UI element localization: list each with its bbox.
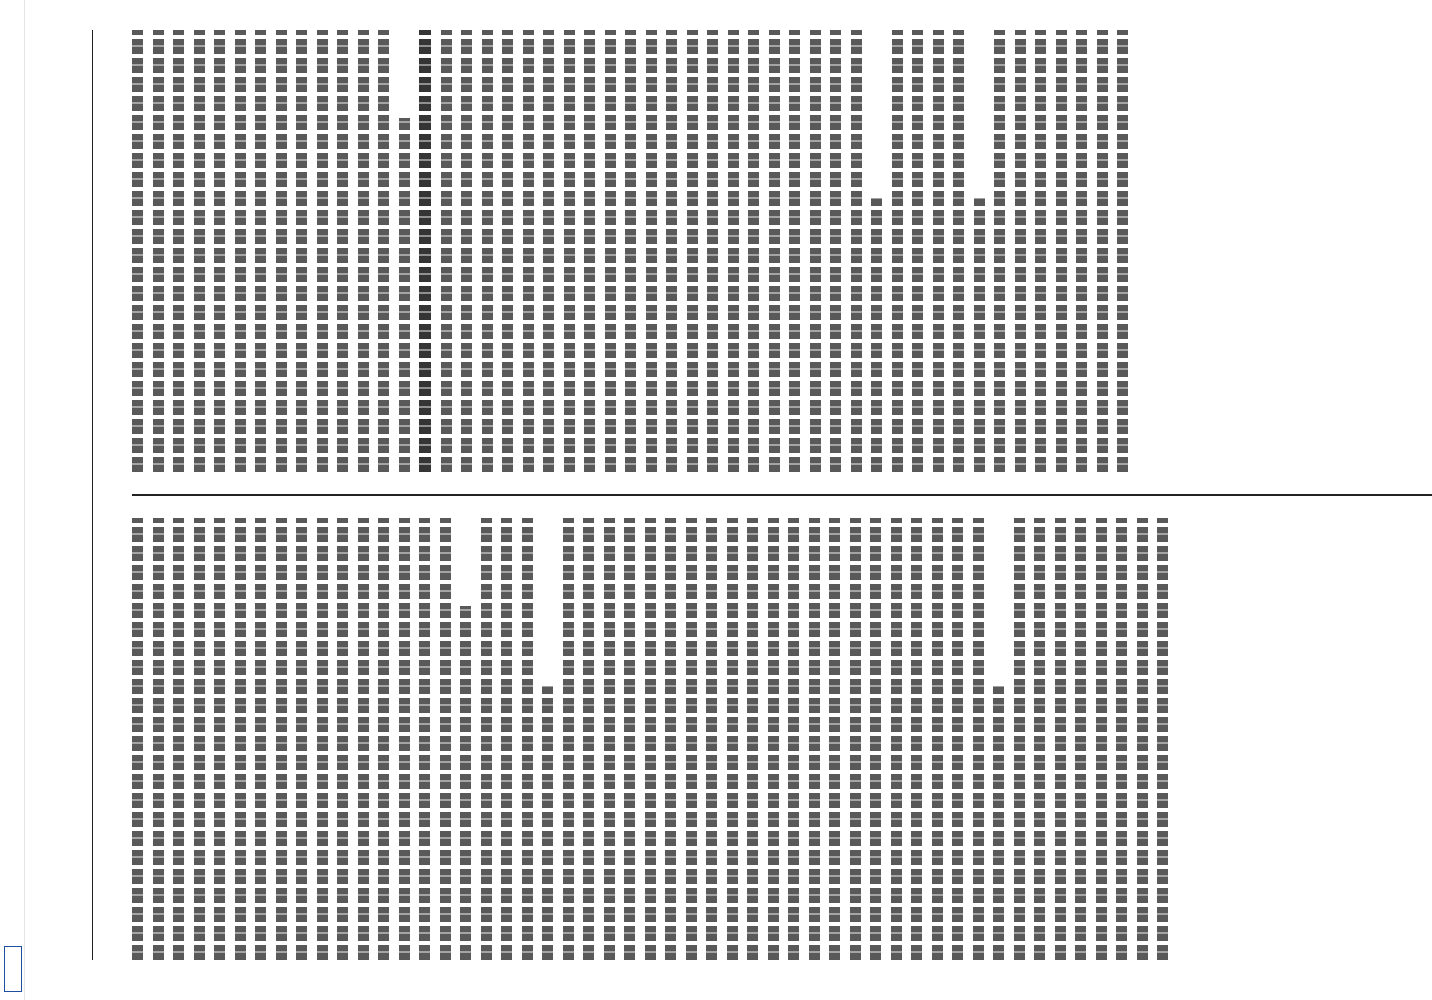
text-line: [214, 30, 225, 472]
text-columns: [132, 30, 1432, 960]
text-line: [665, 518, 676, 960]
text-line: [810, 30, 821, 472]
text-line: [419, 518, 430, 960]
text-line: [891, 518, 902, 960]
text-line: [645, 518, 656, 960]
text-line: [1157, 518, 1168, 960]
text-line: [1097, 30, 1108, 472]
text-line: [1034, 518, 1045, 960]
text-line: [973, 518, 984, 960]
text-line: [974, 198, 985, 472]
text-line: [1137, 518, 1148, 960]
text-line: [707, 30, 718, 472]
text-line: [911, 518, 922, 960]
text-line: [235, 518, 246, 960]
text-line: [255, 30, 266, 472]
text-line: [132, 518, 143, 960]
text-line: [686, 518, 697, 960]
text-line: [153, 30, 164, 472]
text-line: [296, 30, 307, 472]
text-line: [440, 518, 451, 960]
text-line: [830, 30, 841, 472]
text-line: [1076, 30, 1087, 472]
text-line: [378, 30, 389, 472]
text-line: [543, 30, 554, 472]
text-line: [829, 518, 840, 960]
text-line: [871, 198, 882, 472]
text-line: [789, 30, 800, 472]
text-line: [399, 118, 410, 472]
text-line: [1116, 518, 1127, 960]
text-line: [953, 30, 964, 472]
text-line: [1117, 30, 1128, 472]
text-line: [1075, 518, 1086, 960]
column-divider: [132, 494, 1432, 496]
text-line: [235, 30, 246, 472]
text-line: [912, 30, 923, 472]
text-line: [501, 518, 512, 960]
text-line: [542, 686, 553, 960]
text-line: [605, 30, 616, 472]
text-line: [441, 30, 452, 472]
right-column: [132, 30, 1432, 472]
page-header: [88, 30, 93, 960]
text-line: [851, 30, 862, 472]
text-line: [482, 30, 493, 472]
text-line: [153, 518, 164, 960]
text-line: [337, 518, 348, 960]
text-line: [317, 30, 328, 472]
text-line: [952, 518, 963, 960]
text-line: [399, 518, 410, 960]
text-line: [1056, 30, 1067, 472]
text-line: [502, 30, 513, 472]
text-line: [194, 518, 205, 960]
text-line: [481, 518, 492, 960]
text-line: [337, 30, 348, 472]
text-line: [706, 518, 717, 960]
text-line: [522, 518, 533, 960]
text-line: [870, 518, 881, 960]
text-line: [932, 518, 943, 960]
text-line: [583, 518, 594, 960]
text-line: [625, 30, 636, 472]
text-line: [173, 518, 184, 960]
text-line: [747, 518, 758, 960]
text-line: [1014, 518, 1025, 960]
text-line: [523, 30, 534, 472]
text-line: [296, 518, 307, 960]
text-line: [768, 518, 779, 960]
text-line: [809, 518, 820, 960]
left-column: [132, 518, 1432, 960]
dfg-logo: [4, 946, 22, 992]
text-line: [994, 30, 1005, 472]
text-line: [993, 686, 1004, 960]
text-line: [624, 518, 635, 960]
text-line: [748, 30, 759, 472]
text-line: [604, 518, 615, 960]
text-line: [214, 518, 225, 960]
text-line: [173, 30, 184, 472]
text-line: [317, 518, 328, 960]
text-line: [276, 518, 287, 960]
text-line: [666, 30, 677, 472]
text-line: [1096, 518, 1107, 960]
text-line: [1035, 30, 1046, 472]
text-line: [461, 30, 472, 472]
digitization-strip: [0, 0, 25, 1000]
text-line: [727, 518, 738, 960]
text-line: [1015, 30, 1026, 472]
text-line: [419, 30, 431, 472]
text-line: [358, 30, 369, 472]
text-line: [933, 30, 944, 472]
text-line: [687, 30, 698, 472]
text-line: [564, 30, 575, 472]
text-line: [132, 30, 143, 472]
text-line: [276, 30, 287, 472]
text-line: [850, 518, 861, 960]
text-line: [255, 518, 266, 960]
text-line: [769, 30, 780, 472]
text-line: [584, 30, 595, 472]
text-line: [728, 30, 739, 472]
text-line: [563, 518, 574, 960]
text-line: [460, 606, 471, 960]
text-line: [194, 30, 205, 472]
text-line: [646, 30, 657, 472]
text-line: [378, 518, 389, 960]
text-line: [892, 30, 903, 472]
text-line: [1055, 518, 1066, 960]
text-line: [788, 518, 799, 960]
rotated-page-body: [70, 0, 1432, 1000]
text-line: [358, 518, 369, 960]
